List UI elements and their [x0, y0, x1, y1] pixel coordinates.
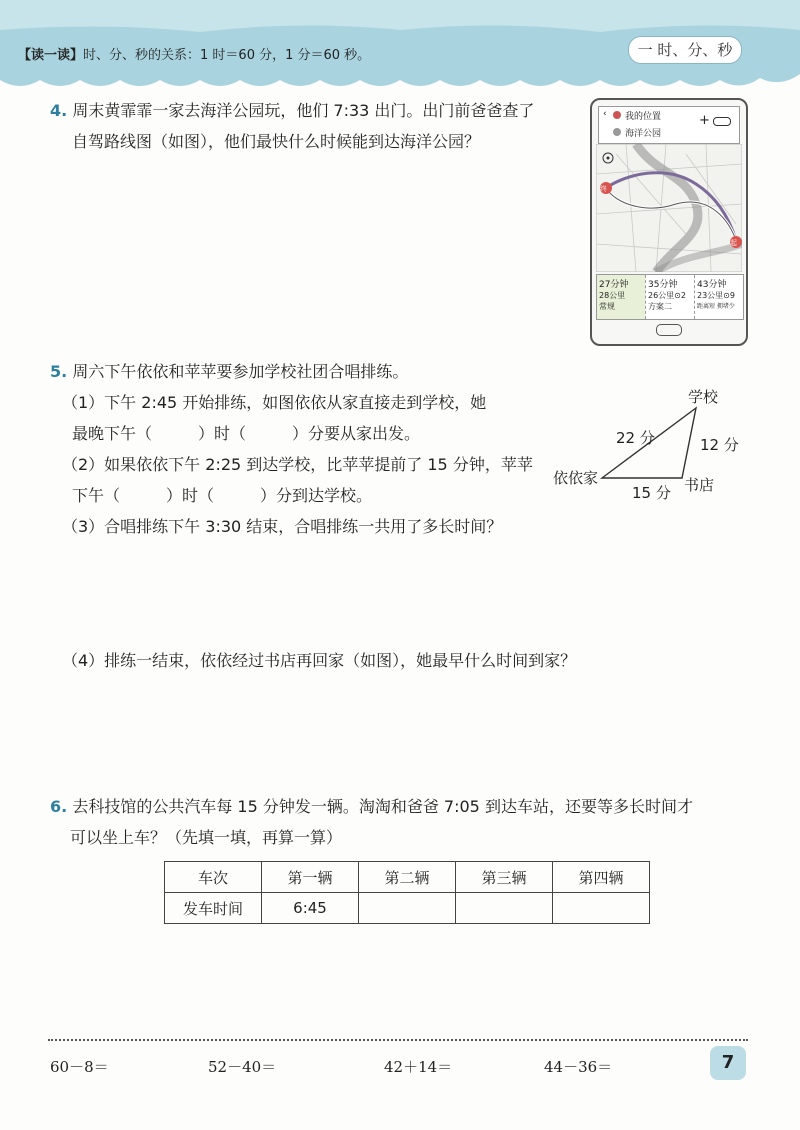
table-row — [165, 893, 650, 924]
table-cell: 6:45 — [262, 893, 359, 924]
search-panel — [598, 106, 740, 144]
phone-map — [590, 98, 748, 346]
home-button-icon — [656, 324, 682, 336]
question-text: 可以坐上车？（先填一填，再算一算） — [70, 828, 343, 847]
read-tip — [18, 44, 370, 63]
table-header-cell: 第二辆 — [359, 862, 456, 893]
read-tag: 【读一读】 — [18, 48, 84, 63]
question-6 — [50, 791, 770, 853]
end-marker-label: 起 — [730, 239, 737, 247]
part-3: （3）合唱排练下午 3:30 结束，合唱排练一共用了多长时间？ — [62, 517, 503, 536]
back-icon: ‹ — [603, 109, 607, 119]
mental-math-exercise: 44－36＝ — [544, 1058, 613, 1076]
table-cell: 发车时间 — [165, 893, 262, 924]
answer-cell[interactable] — [359, 893, 456, 924]
part-1-blanks: 最晚下午（ ）时（ ）分要从家出发。 — [72, 424, 421, 443]
part-2-blanks: 下午（ ）时（ ）分到达学校。 — [72, 486, 373, 505]
table-header-cell: 第四辆 — [553, 862, 650, 893]
mental-math-exercise: 52－40＝ — [208, 1058, 277, 1076]
part-4: （4）排练一结束，依依经过书店再回家（如图），她最早什么时间到家？ — [62, 651, 577, 670]
question-text: 自驾路线图（如图），他们最快什么时候能到达海洋公园？ — [72, 132, 481, 151]
route-map — [596, 144, 742, 272]
add-icon: + — [699, 113, 710, 128]
home-school-time: 22 分 — [616, 429, 655, 447]
destination-label: 海洋公园 — [625, 129, 662, 139]
bookstore-label: 书店 — [684, 476, 715, 494]
toggle-icon — [713, 117, 731, 126]
route-options — [596, 274, 744, 320]
question-text: 周末黄霏霏一家去海洋公园玩，他们 7:33 出门。出门前爸爸查了 — [72, 101, 535, 120]
my-location-label: 我的位置 — [625, 112, 662, 122]
unit-title: 一 时、分、秒 — [628, 36, 742, 64]
table-header-cell: 第三辆 — [456, 862, 553, 893]
question-text: 周六下午依依和苹苹要参加学校社团合唱排练。 — [72, 362, 409, 381]
home-bookstore-time: 15 分 — [632, 484, 671, 502]
question-number: 6. — [50, 797, 68, 816]
footer-divider — [48, 1039, 748, 1041]
answer-cell[interactable] — [553, 893, 650, 924]
question-4 — [50, 95, 580, 157]
table-header-row — [165, 862, 650, 893]
question-number: 4. — [50, 101, 68, 120]
home-label: 依依家 — [553, 469, 599, 487]
question-number: 5. — [50, 362, 68, 381]
location-dot-icon — [613, 111, 621, 119]
bus-schedule-table — [164, 861, 650, 924]
destination-dot-icon — [613, 128, 621, 136]
school-label: 学校 — [688, 388, 719, 406]
answer-cell[interactable] — [456, 893, 553, 924]
question-text: 去科技馆的公共汽车每 15 分钟发一辆。淘淘和爸爸 7:05 到达车站，还要等多长时间才 — [72, 797, 693, 816]
question-5 — [50, 356, 550, 542]
route-option[interactable]: 35分钟 26公里⊙2 方案二 — [645, 275, 694, 319]
start-marker-label: 终 — [600, 185, 607, 193]
page-number: 7 — [710, 1046, 746, 1080]
part-2: （2）如果依依下午 2:25 到达学校，比苹苹提前了 15 分钟，苹苹 — [62, 455, 533, 474]
route-option[interactable]: 43分钟 23公里⊙9 距离短 拥堵少 — [694, 275, 743, 319]
school-bookstore-time: 12 分 — [700, 436, 739, 454]
mental-math-exercise: 42＋14＝ — [384, 1058, 453, 1076]
part-1: （1）下午 2:45 开始排练，如图依依从家直接走到学校，她 — [62, 393, 487, 412]
table-header-cell: 车次 — [165, 862, 262, 893]
route-option[interactable]: 27分钟 28公里 常规 — [597, 275, 645, 319]
read-text: 时、分、秒的关系：1 时＝60 分，1 分＝60 秒。 — [83, 48, 371, 63]
table-header-cell: 第一辆 — [262, 862, 359, 893]
mental-math-exercise: 60－8＝ — [50, 1058, 109, 1076]
